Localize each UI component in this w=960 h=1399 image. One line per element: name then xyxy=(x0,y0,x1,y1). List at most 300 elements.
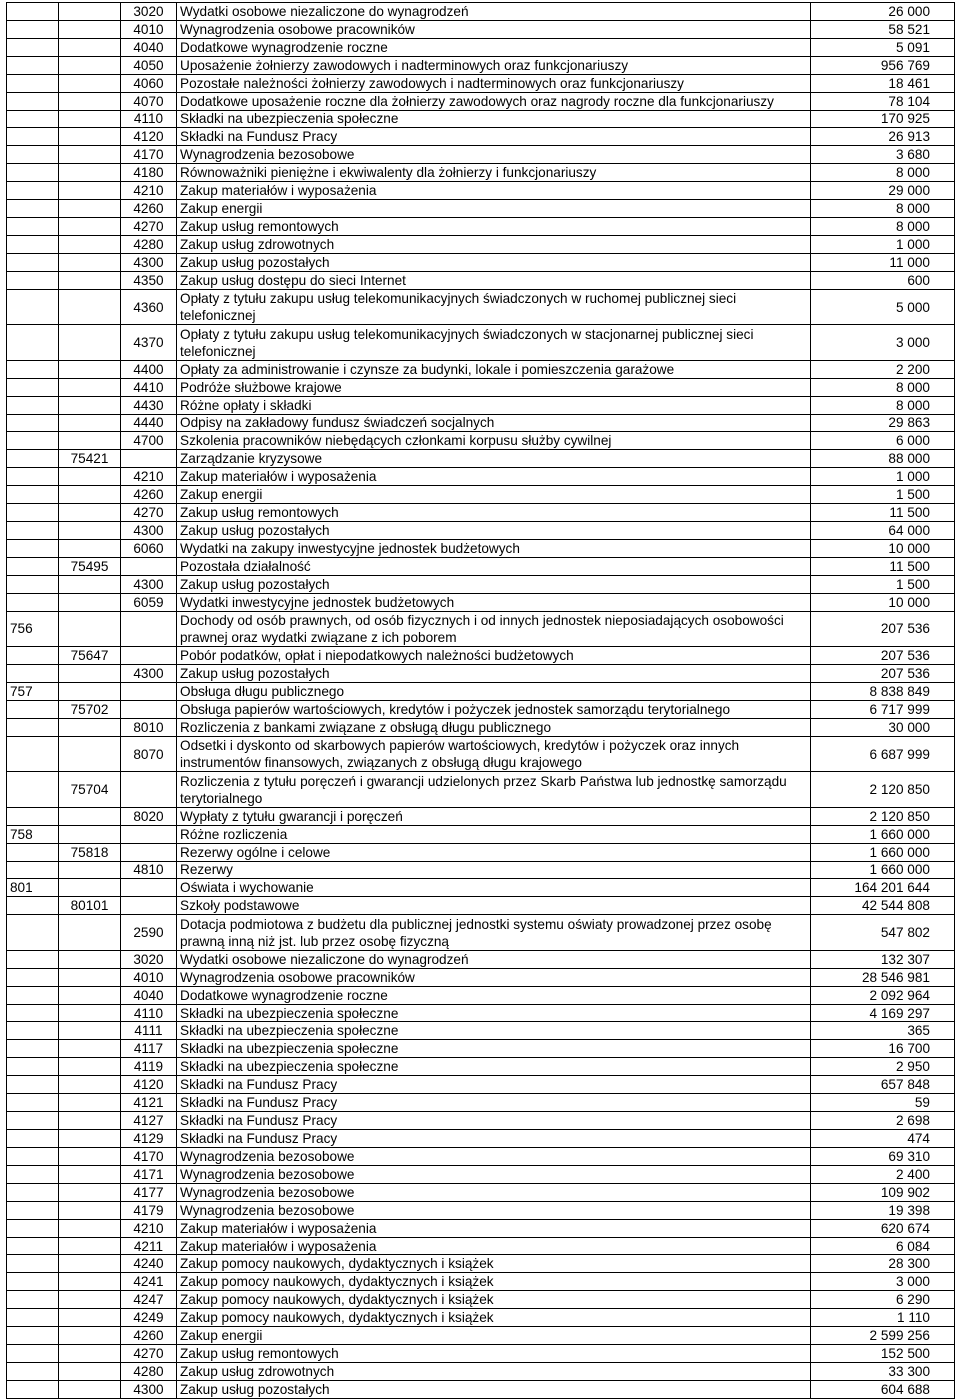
cell-section xyxy=(7,915,59,951)
cell-section xyxy=(7,575,59,593)
cell-amount: 6 687 999 xyxy=(811,736,955,772)
cell-paragraph: 4247 xyxy=(121,1291,177,1309)
cell-paragraph: 4120 xyxy=(121,128,177,146)
cell-paragraph: 4171 xyxy=(121,1165,177,1183)
cell-description: Zakup usług pozostałych xyxy=(177,575,811,593)
table-row xyxy=(7,700,955,718)
cell-description: Pozostałe należności żołnierzy zawodowych i nadterminowych oraz funkcjonariuszy xyxy=(177,74,811,92)
cell-paragraph: 4810 xyxy=(121,861,177,879)
cell-paragraph: 8020 xyxy=(121,807,177,825)
cell-description: Wydatki inwestycyjne jednostek budżetowych xyxy=(177,593,811,611)
cell-description: Rozliczenia z bankami związane z obsługą długu publicznego xyxy=(177,718,811,736)
cell-description: Zakup pomocy naukowych, dydaktycznych i książek xyxy=(177,1309,811,1327)
cell-description: Składki na Fundusz Pracy xyxy=(177,1094,811,1112)
table-row xyxy=(7,20,955,38)
cell-amount: 132 307 xyxy=(811,950,955,968)
cell-amount: 88 000 xyxy=(811,450,955,468)
table-row xyxy=(7,414,955,432)
table-row xyxy=(7,915,955,951)
cell-amount: 2 599 256 xyxy=(811,1327,955,1345)
table-row xyxy=(7,1112,955,1130)
cell-section xyxy=(7,1255,59,1273)
table-row xyxy=(7,164,955,182)
cell-description: Zakup usług pozostałych xyxy=(177,253,811,271)
cell-description: Odsetki i dyskonto od skarbowych papierów wartościowych, kredytów i pożyczek oraz innych instrumentów finansowych, związanych z obsługą długu krajowego xyxy=(177,736,811,772)
cell-paragraph: 4300 xyxy=(121,575,177,593)
cell-amount: 1 000 xyxy=(811,468,955,486)
cell-amount: 8 000 xyxy=(811,164,955,182)
cell-amount: 8 838 849 xyxy=(811,683,955,701)
cell-paragraph: 4360 xyxy=(121,289,177,325)
table-row xyxy=(7,575,955,593)
cell-description: Rezerwy ogólne i celowe xyxy=(177,843,811,861)
cell-chapter xyxy=(59,1040,121,1058)
cell-chapter xyxy=(59,1363,121,1381)
cell-paragraph xyxy=(121,557,177,575)
cell-section xyxy=(7,950,59,968)
cell-paragraph: 4210 xyxy=(121,1219,177,1237)
cell-chapter xyxy=(59,1219,121,1237)
table-row xyxy=(7,557,955,575)
cell-amount: 1 660 000 xyxy=(811,861,955,879)
cell-section xyxy=(7,182,59,200)
cell-amount: 29 863 xyxy=(811,414,955,432)
cell-description: Zakup usług dostępu do sieci Internet xyxy=(177,271,811,289)
cell-paragraph: 4210 xyxy=(121,182,177,200)
cell-section xyxy=(7,110,59,128)
cell-chapter xyxy=(59,1345,121,1363)
table-row xyxy=(7,1219,955,1237)
cell-section xyxy=(7,986,59,1004)
cell-section xyxy=(7,897,59,915)
cell-paragraph xyxy=(121,879,177,897)
cell-paragraph: 4270 xyxy=(121,1345,177,1363)
cell-chapter xyxy=(59,1058,121,1076)
cell-paragraph xyxy=(121,611,177,647)
cell-description: Dochody od osób prawnych, od osób fizycznych i od innych jednostek nieposiadających osobowości prawnej oraz wydatki związane z ich poborem xyxy=(177,611,811,647)
cell-description: Wydatki osobowe niezaliczone do wynagrodzeń xyxy=(177,950,811,968)
cell-chapter xyxy=(59,1327,121,1345)
cell-chapter xyxy=(59,879,121,897)
cell-amount: 600 xyxy=(811,271,955,289)
cell-section xyxy=(7,1237,59,1255)
cell-description: Rozliczenia z tytułu poręczeń i gwarancji udzielonych przez Skarb Państwa lub jednostkę samorządu terytorialnego xyxy=(177,772,811,808)
cell-section xyxy=(7,539,59,557)
table-row xyxy=(7,128,955,146)
cell-section xyxy=(7,1165,59,1183)
cell-amount: 1 000 xyxy=(811,235,955,253)
cell-section xyxy=(7,74,59,92)
cell-amount: 8 000 xyxy=(811,396,955,414)
table-row xyxy=(7,522,955,540)
cell-chapter xyxy=(59,218,121,236)
cell-chapter xyxy=(59,468,121,486)
cell-description: Wynagrodzenia bezosobowe xyxy=(177,1183,811,1201)
table-row xyxy=(7,1291,955,1309)
cell-paragraph: 4280 xyxy=(121,235,177,253)
cell-paragraph: 2590 xyxy=(121,915,177,951)
cell-amount: 3 680 xyxy=(811,146,955,164)
cell-description: Zakup materiałów i wyposażenia xyxy=(177,468,811,486)
cell-description: Wynagrodzenia osobowe pracowników xyxy=(177,20,811,38)
budget-table-body xyxy=(7,3,955,1399)
cell-section xyxy=(7,128,59,146)
cell-amount: 547 802 xyxy=(811,915,955,951)
table-row xyxy=(7,950,955,968)
cell-description: Rezerwy xyxy=(177,861,811,879)
cell-amount: 5 000 xyxy=(811,289,955,325)
cell-description: Wynagrodzenia osobowe pracowników xyxy=(177,968,811,986)
cell-paragraph: 4700 xyxy=(121,432,177,450)
cell-section xyxy=(7,289,59,325)
cell-description: Wynagrodzenia bezosobowe xyxy=(177,1201,811,1219)
table-row xyxy=(7,897,955,915)
cell-description: Różne rozliczenia xyxy=(177,825,811,843)
cell-chapter xyxy=(59,593,121,611)
cell-amount: 26 913 xyxy=(811,128,955,146)
table-row xyxy=(7,3,955,21)
table-row xyxy=(7,807,955,825)
cell-description: Dodatkowe wynagrodzenie roczne xyxy=(177,38,811,56)
table-row xyxy=(7,539,955,557)
cell-amount: 6 000 xyxy=(811,432,955,450)
cell-amount: 6 084 xyxy=(811,1237,955,1255)
cell-chapter xyxy=(59,1273,121,1291)
table-row xyxy=(7,450,955,468)
cell-section xyxy=(7,861,59,879)
cell-section xyxy=(7,647,59,665)
cell-paragraph xyxy=(121,700,177,718)
cell-chapter xyxy=(59,1094,121,1112)
table-row xyxy=(7,1273,955,1291)
cell-chapter xyxy=(59,665,121,683)
cell-description: Równoważniki pieniężne i ekwiwalenty dla żołnierzy i funkcjonariuszy xyxy=(177,164,811,182)
table-row xyxy=(7,611,955,647)
cell-section xyxy=(7,968,59,986)
cell-description: Wynagrodzenia bezosobowe xyxy=(177,1165,811,1183)
cell-amount: 10 000 xyxy=(811,593,955,611)
cell-amount: 58 521 xyxy=(811,20,955,38)
cell-paragraph: 4111 xyxy=(121,1022,177,1040)
cell-chapter xyxy=(59,1237,121,1255)
cell-amount: 207 536 xyxy=(811,647,955,665)
table-row xyxy=(7,1183,955,1201)
cell-section xyxy=(7,700,59,718)
cell-chapter: 75704 xyxy=(59,772,121,808)
cell-paragraph: 4170 xyxy=(121,146,177,164)
cell-amount: 3 000 xyxy=(811,1273,955,1291)
cell-section xyxy=(7,92,59,110)
cell-description: Zakup energii xyxy=(177,1327,811,1345)
table-row xyxy=(7,271,955,289)
cell-section xyxy=(7,557,59,575)
cell-section xyxy=(7,1363,59,1381)
cell-description: Zakup materiałów i wyposażenia xyxy=(177,1219,811,1237)
cell-section xyxy=(7,378,59,396)
cell-paragraph: 4260 xyxy=(121,200,177,218)
cell-paragraph: 3020 xyxy=(121,3,177,21)
cell-section xyxy=(7,1273,59,1291)
cell-section xyxy=(7,218,59,236)
cell-chapter: 75702 xyxy=(59,700,121,718)
cell-section xyxy=(7,450,59,468)
table-row xyxy=(7,718,955,736)
table-row xyxy=(7,736,955,772)
cell-chapter: 75818 xyxy=(59,843,121,861)
table-row xyxy=(7,1201,955,1219)
cell-section xyxy=(7,253,59,271)
cell-paragraph: 4121 xyxy=(121,1094,177,1112)
cell-description: Obsługa papierów wartościowych, kredytów i pożyczek jednostek samorządu terytorialnego xyxy=(177,700,811,718)
cell-section xyxy=(7,1022,59,1040)
table-row xyxy=(7,1022,955,1040)
cell-paragraph: 4110 xyxy=(121,110,177,128)
cell-amount: 2 698 xyxy=(811,1112,955,1130)
cell-amount: 8 000 xyxy=(811,218,955,236)
table-row xyxy=(7,253,955,271)
cell-section xyxy=(7,56,59,74)
cell-amount: 657 848 xyxy=(811,1076,955,1094)
table-row xyxy=(7,1309,955,1327)
cell-section xyxy=(7,271,59,289)
cell-amount: 1 500 xyxy=(811,575,955,593)
cell-amount: 3 000 xyxy=(811,325,955,361)
cell-amount: 956 769 xyxy=(811,56,955,74)
cell-section xyxy=(7,486,59,504)
cell-amount: 69 310 xyxy=(811,1147,955,1165)
table-row xyxy=(7,504,955,522)
cell-amount: 28 546 981 xyxy=(811,968,955,986)
cell-description: Zakup pomocy naukowych, dydaktycznych i książek xyxy=(177,1291,811,1309)
cell-paragraph: 4370 xyxy=(121,325,177,361)
cell-description: Składki na Fundusz Pracy xyxy=(177,128,811,146)
cell-amount: 42 544 808 xyxy=(811,897,955,915)
cell-paragraph: 4211 xyxy=(121,1237,177,1255)
cell-description: Opłaty z tytułu zakupu usług telekomunikacyjnych świadczonych w ruchomej publicznej sieci telefonicznej xyxy=(177,289,811,325)
cell-chapter xyxy=(59,1309,121,1327)
cell-paragraph xyxy=(121,825,177,843)
table-row xyxy=(7,235,955,253)
table-row xyxy=(7,146,955,164)
cell-paragraph: 4241 xyxy=(121,1273,177,1291)
cell-description: Zakup usług zdrowotnych xyxy=(177,235,811,253)
cell-chapter xyxy=(59,1147,121,1165)
cell-description: Zakup pomocy naukowych, dydaktycznych i książek xyxy=(177,1255,811,1273)
cell-amount: 1 660 000 xyxy=(811,843,955,861)
table-row xyxy=(7,1255,955,1273)
table-row xyxy=(7,182,955,200)
cell-paragraph: 4119 xyxy=(121,1058,177,1076)
cell-amount: 59 xyxy=(811,1094,955,1112)
cell-paragraph: 4129 xyxy=(121,1130,177,1148)
table-row xyxy=(7,74,955,92)
cell-amount: 11 000 xyxy=(811,253,955,271)
cell-chapter xyxy=(59,164,121,182)
cell-paragraph: 4300 xyxy=(121,253,177,271)
cell-paragraph: 4060 xyxy=(121,74,177,92)
cell-amount: 474 xyxy=(811,1130,955,1148)
cell-paragraph: 4270 xyxy=(121,504,177,522)
table-row xyxy=(7,289,955,325)
cell-amount: 8 000 xyxy=(811,378,955,396)
cell-paragraph: 4070 xyxy=(121,92,177,110)
cell-description: Pozostała działalność xyxy=(177,557,811,575)
cell-description: Składki na Fundusz Pracy xyxy=(177,1112,811,1130)
table-row xyxy=(7,1327,955,1345)
table-row xyxy=(7,56,955,74)
cell-chapter: 80101 xyxy=(59,897,121,915)
cell-chapter xyxy=(59,92,121,110)
table-row xyxy=(7,1165,955,1183)
table-row xyxy=(7,396,955,414)
cell-amount: 620 674 xyxy=(811,1219,955,1237)
cell-chapter xyxy=(59,325,121,361)
cell-paragraph: 4350 xyxy=(121,271,177,289)
cell-description: Oświata i wychowanie xyxy=(177,879,811,897)
cell-description: Zakup materiałów i wyposażenia xyxy=(177,182,811,200)
cell-paragraph xyxy=(121,772,177,808)
table-row xyxy=(7,968,955,986)
cell-section xyxy=(7,414,59,432)
cell-section xyxy=(7,1291,59,1309)
table-row xyxy=(7,986,955,1004)
cell-paragraph: 4430 xyxy=(121,396,177,414)
cell-chapter xyxy=(59,1112,121,1130)
cell-chapter xyxy=(59,56,121,74)
cell-amount: 207 536 xyxy=(811,611,955,647)
cell-section: 757 xyxy=(7,683,59,701)
cell-section xyxy=(7,164,59,182)
cell-amount: 10 000 xyxy=(811,539,955,557)
cell-description: Składki na Fundusz Pracy xyxy=(177,1130,811,1148)
cell-amount: 64 000 xyxy=(811,522,955,540)
cell-amount: 2 950 xyxy=(811,1058,955,1076)
cell-chapter xyxy=(59,1201,121,1219)
cell-section: 801 xyxy=(7,879,59,897)
cell-paragraph: 4179 xyxy=(121,1201,177,1219)
table-row xyxy=(7,1004,955,1022)
cell-description: Podróże służbowe krajowe xyxy=(177,378,811,396)
table-row xyxy=(7,879,955,897)
table-row xyxy=(7,1076,955,1094)
cell-chapter xyxy=(59,200,121,218)
table-row xyxy=(7,1130,955,1148)
cell-description: Pobór podatków, opłat i niepodatkowych należności budżetowych xyxy=(177,647,811,665)
table-row xyxy=(7,218,955,236)
cell-amount: 16 700 xyxy=(811,1040,955,1058)
table-row xyxy=(7,683,955,701)
cell-description: Wynagrodzenia bezosobowe xyxy=(177,146,811,164)
cell-paragraph: 4300 xyxy=(121,522,177,540)
cell-paragraph: 4040 xyxy=(121,38,177,56)
table-row xyxy=(7,1058,955,1076)
cell-section xyxy=(7,1040,59,1058)
cell-chapter xyxy=(59,271,121,289)
cell-chapter xyxy=(59,110,121,128)
cell-chapter xyxy=(59,1291,121,1309)
cell-section xyxy=(7,807,59,825)
table-row xyxy=(7,1094,955,1112)
cell-paragraph: 4260 xyxy=(121,1327,177,1345)
cell-section xyxy=(7,522,59,540)
cell-chapter xyxy=(59,915,121,951)
table-row xyxy=(7,468,955,486)
cell-chapter xyxy=(59,360,121,378)
cell-paragraph: 4260 xyxy=(121,486,177,504)
cell-chapter: 75421 xyxy=(59,450,121,468)
table-row xyxy=(7,1040,955,1058)
cell-description: Zakup usług pozostałych xyxy=(177,665,811,683)
cell-amount: 33 300 xyxy=(811,1363,955,1381)
cell-description: Szkolenia pracowników niebędących członkami korpusu służby cywilnej xyxy=(177,432,811,450)
cell-section xyxy=(7,468,59,486)
cell-amount: 1 110 xyxy=(811,1309,955,1327)
cell-chapter: 75647 xyxy=(59,647,121,665)
cell-section xyxy=(7,432,59,450)
cell-paragraph: 4117 xyxy=(121,1040,177,1058)
cell-paragraph: 4040 xyxy=(121,986,177,1004)
cell-section xyxy=(7,1219,59,1237)
cell-amount: 2 400 xyxy=(811,1165,955,1183)
cell-section xyxy=(7,1094,59,1112)
cell-section: 756 xyxy=(7,611,59,647)
cell-chapter xyxy=(59,986,121,1004)
cell-section xyxy=(7,1327,59,1345)
cell-description: Zakup materiałów i wyposażenia xyxy=(177,1237,811,1255)
cell-description: Zakup pomocy naukowych, dydaktycznych i książek xyxy=(177,1273,811,1291)
table-row xyxy=(7,486,955,504)
cell-amount: 29 000 xyxy=(811,182,955,200)
cell-description: Składki na ubezpieczenia społeczne xyxy=(177,110,811,128)
cell-paragraph: 4210 xyxy=(121,468,177,486)
cell-section xyxy=(7,1147,59,1165)
cell-chapter xyxy=(59,1165,121,1183)
cell-description: Wynagrodzenia bezosobowe xyxy=(177,1147,811,1165)
cell-chapter xyxy=(59,825,121,843)
cell-chapter xyxy=(59,1255,121,1273)
cell-paragraph: 4010 xyxy=(121,20,177,38)
cell-chapter xyxy=(59,1022,121,1040)
table-row xyxy=(7,1147,955,1165)
cell-section xyxy=(7,736,59,772)
cell-paragraph: 4249 xyxy=(121,1309,177,1327)
cell-amount: 19 398 xyxy=(811,1201,955,1219)
cell-section xyxy=(7,1076,59,1094)
cell-paragraph: 4300 xyxy=(121,665,177,683)
cell-amount: 2 120 850 xyxy=(811,807,955,825)
cell-amount: 170 925 xyxy=(811,110,955,128)
cell-section xyxy=(7,1058,59,1076)
cell-paragraph: 3020 xyxy=(121,950,177,968)
cell-section xyxy=(7,1112,59,1130)
table-row xyxy=(7,843,955,861)
cell-description: Zakup usług remontowych xyxy=(177,218,811,236)
cell-section xyxy=(7,235,59,253)
cell-amount: 109 902 xyxy=(811,1183,955,1201)
cell-description: Zakup usług zdrowotnych xyxy=(177,1363,811,1381)
cell-amount: 365 xyxy=(811,1022,955,1040)
cell-amount: 11 500 xyxy=(811,504,955,522)
cell-description: Różne opłaty i składki xyxy=(177,396,811,414)
cell-chapter xyxy=(59,396,121,414)
cell-section xyxy=(7,665,59,683)
cell-chapter xyxy=(59,504,121,522)
cell-paragraph: 4127 xyxy=(121,1112,177,1130)
cell-chapter xyxy=(59,20,121,38)
table-row xyxy=(7,360,955,378)
cell-description: Odpisy na zakładowy fundusz świadczeń socjalnych xyxy=(177,414,811,432)
cell-section xyxy=(7,1309,59,1327)
